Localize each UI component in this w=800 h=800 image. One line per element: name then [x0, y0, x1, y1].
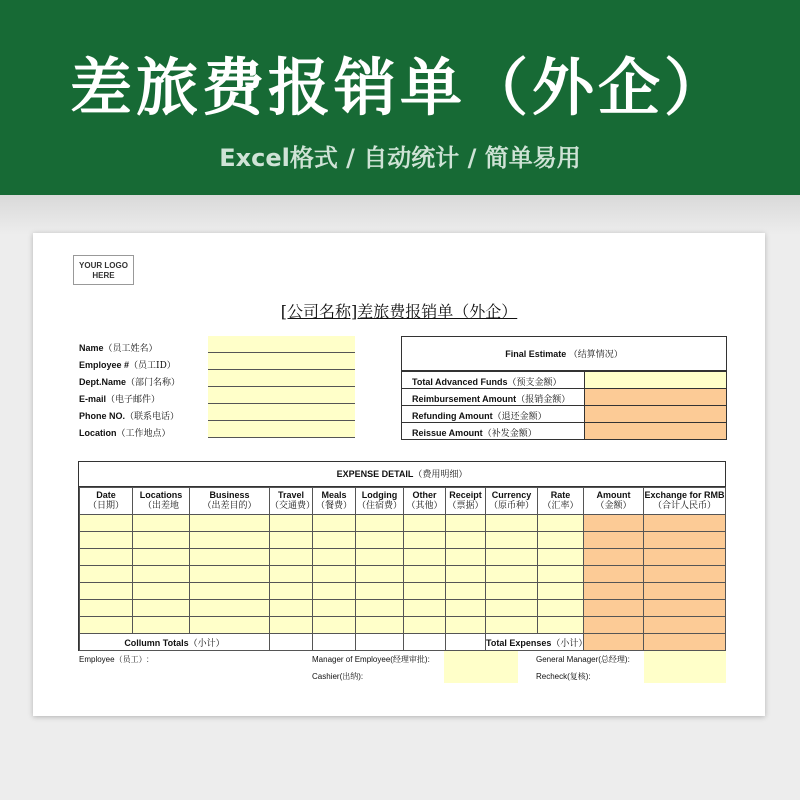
lodging-total-cell	[356, 634, 404, 651]
expense-cell[interactable]	[133, 600, 190, 617]
expense-cell[interactable]	[446, 583, 486, 600]
expense-cell[interactable]	[313, 566, 356, 583]
expense-cell[interactable]	[190, 549, 270, 566]
expense-cell[interactable]	[446, 566, 486, 583]
expense-cell[interactable]	[486, 515, 538, 532]
expense-cell[interactable]	[538, 549, 584, 566]
refunding-amount-row: Refunding Amount（退还金额）	[402, 405, 726, 422]
col-receipt: Receipt （票据）	[446, 488, 486, 515]
col-amount: Amount （金额）	[584, 488, 644, 515]
email-field[interactable]	[208, 387, 355, 404]
reissue-amount-field[interactable]	[584, 423, 726, 439]
expense-cell[interactable]	[404, 617, 446, 634]
logo-line-2: HERE	[92, 271, 115, 280]
expense-cell[interactable]	[190, 600, 270, 617]
dept-name-label: Dept.Name（部门名称）	[79, 377, 181, 388]
expense-cell[interactable]	[133, 549, 190, 566]
total-advanced-funds-row: Total Advanced Funds（预支金额）	[402, 371, 726, 388]
expense-cell[interactable]	[446, 549, 486, 566]
expense-cell[interactable]	[644, 515, 726, 532]
general-manager-signature-field[interactable]	[644, 651, 726, 683]
total-expenses-label: Total Expenses（小计）	[486, 634, 584, 651]
banner-shadow	[0, 195, 800, 235]
expense-cell[interactable]	[313, 617, 356, 634]
reimbursement-amount-field[interactable]	[584, 389, 726, 405]
expense-cell[interactable]	[356, 549, 404, 566]
expense-cell[interactable]	[80, 532, 133, 549]
expense-cell[interactable]	[446, 515, 486, 532]
expense-cell[interactable]	[538, 583, 584, 600]
expense-cell[interactable]	[270, 532, 313, 549]
expense-cell[interactable]	[133, 583, 190, 600]
expense-header-row	[80, 488, 726, 515]
expense-cell[interactable]	[270, 566, 313, 583]
expense-cell[interactable]	[486, 549, 538, 566]
expense-cell[interactable]	[584, 583, 644, 600]
meals-total-cell	[313, 634, 356, 651]
expense-row	[80, 549, 726, 566]
expense-row	[80, 600, 726, 617]
expense-cell[interactable]	[644, 617, 726, 634]
manager-signature-field[interactable]	[444, 651, 518, 683]
dept-name-field[interactable]	[208, 370, 355, 387]
column-totals-label: Collumn Totals（小计）	[80, 634, 270, 651]
manager-signature-label: Manager of Employee(经理审批):	[312, 655, 430, 664]
expense-cell[interactable]	[133, 532, 190, 549]
expense-cell[interactable]	[270, 549, 313, 566]
col-other: Other （其他）	[404, 488, 446, 515]
banner-title: 差旅费报销单（外企）	[69, 51, 730, 124]
expense-cell[interactable]	[644, 600, 726, 617]
refunding-amount-field[interactable]	[584, 406, 726, 422]
document-title: [公司名称]差旅费报销单（外企）	[280, 302, 518, 321]
expense-cell[interactable]	[584, 549, 644, 566]
expense-cell[interactable]	[644, 532, 726, 549]
email-label: E-mail（电子邮件）	[79, 394, 161, 405]
expense-cell[interactable]	[313, 549, 356, 566]
expense-cell[interactable]	[356, 617, 404, 634]
expense-cell[interactable]	[313, 532, 356, 549]
expense-cell[interactable]	[404, 600, 446, 617]
col-business: Business （出差目的）	[190, 488, 270, 515]
expense-cell[interactable]	[584, 617, 644, 634]
expense-cell[interactable]	[133, 515, 190, 532]
expense-cell[interactable]	[404, 515, 446, 532]
expense-cell[interactable]	[404, 549, 446, 566]
expense-cell[interactable]	[356, 532, 404, 549]
expense-cell[interactable]	[644, 549, 726, 566]
name-label: Name（员工姓名）	[79, 343, 158, 354]
expense-cell[interactable]	[486, 532, 538, 549]
reissue-amount-row: Reissue Amount（补发金额）	[402, 422, 726, 439]
expense-cell[interactable]	[80, 600, 133, 617]
employee-id-field[interactable]	[208, 353, 355, 370]
final-estimate-box	[401, 336, 727, 440]
expense-cell[interactable]	[80, 617, 133, 634]
expense-cell[interactable]	[356, 600, 404, 617]
expense-cell[interactable]	[80, 583, 133, 600]
expense-cell[interactable]	[404, 583, 446, 600]
expense-cell[interactable]	[486, 617, 538, 634]
expense-row	[80, 532, 726, 549]
expense-cell[interactable]	[270, 583, 313, 600]
expense-cell[interactable]	[313, 515, 356, 532]
expense-cell[interactable]	[584, 566, 644, 583]
totals-row	[80, 634, 726, 651]
expense-cell[interactable]	[313, 583, 356, 600]
expense-cell[interactable]	[486, 583, 538, 600]
expense-cell[interactable]	[584, 532, 644, 549]
banner-subtitle: Excel格式 / 自动统计 / 简单易用	[219, 144, 581, 172]
expense-cell[interactable]	[538, 532, 584, 549]
expense-cell[interactable]	[80, 566, 133, 583]
expense-row	[80, 566, 726, 583]
col-travel: Travel （交通费）	[270, 488, 313, 515]
col-rate: Rate （汇率）	[538, 488, 584, 515]
expense-cell[interactable]	[446, 600, 486, 617]
expense-cell[interactable]	[190, 515, 270, 532]
expense-cell[interactable]	[538, 566, 584, 583]
col-exchange-rmb: Exchange for RMB （合计人民币）	[644, 488, 726, 515]
other-total-cell	[404, 634, 446, 651]
expense-cell[interactable]	[356, 515, 404, 532]
expense-cell[interactable]	[404, 532, 446, 549]
rmb-total-cell	[644, 634, 726, 651]
col-currency: Currency （原币种）	[486, 488, 538, 515]
location-label: Location（工作地点）	[79, 428, 171, 439]
expense-cell[interactable]	[538, 617, 584, 634]
expense-cell[interactable]	[446, 617, 486, 634]
employee-signature-label: Employee（员工）:	[79, 655, 149, 664]
expense-row	[80, 515, 726, 532]
expense-cell[interactable]	[644, 566, 726, 583]
expense-cell[interactable]	[80, 515, 133, 532]
receipt-total-cell	[446, 634, 486, 651]
travel-total-cell	[270, 634, 313, 651]
expense-row	[80, 583, 726, 600]
expense-cell[interactable]	[190, 532, 270, 549]
expense-cell[interactable]	[538, 600, 584, 617]
expense-cell[interactable]	[270, 617, 313, 634]
expense-cell[interactable]	[133, 617, 190, 634]
logo-placeholder	[73, 255, 134, 285]
expense-cell[interactable]	[80, 549, 133, 566]
location-field[interactable]	[208, 421, 355, 438]
expense-cell[interactable]	[313, 600, 356, 617]
header-banner	[0, 0, 800, 195]
total-advanced-funds-field[interactable]	[584, 372, 726, 388]
name-field[interactable]	[208, 336, 355, 353]
col-locations: Locations （出差地	[133, 488, 190, 515]
col-date: Date （日期）	[80, 488, 133, 515]
phone-field[interactable]	[208, 404, 355, 421]
general-manager-signature-label: General Manager(总经理):	[536, 655, 630, 664]
expense-cell[interactable]	[486, 566, 538, 583]
recheck-signature-label: Recheck(复核):	[536, 672, 591, 681]
expense-detail-title: EXPENSE DETAIL（费用明细）	[79, 462, 725, 487]
expense-cell[interactable]	[356, 566, 404, 583]
logo-line-1: YOUR LOGO	[79, 261, 128, 270]
expense-row	[80, 617, 726, 634]
expense-detail-table	[78, 461, 726, 651]
expense-cell[interactable]	[133, 566, 190, 583]
expense-cell[interactable]	[644, 583, 726, 600]
expense-cell[interactable]	[584, 600, 644, 617]
expense-cell[interactable]	[190, 566, 270, 583]
expense-cell[interactable]	[446, 532, 486, 549]
expense-cell[interactable]	[356, 583, 404, 600]
phone-label: Phone NO.（联系电话）	[79, 411, 180, 422]
expense-cell[interactable]	[404, 566, 446, 583]
expense-cell[interactable]	[584, 515, 644, 532]
expense-cell[interactable]	[190, 617, 270, 634]
expense-cell[interactable]	[486, 600, 538, 617]
expense-rows	[80, 515, 726, 634]
employee-id-label: Employee #（员工ID）	[79, 360, 176, 371]
expense-form-sheet	[33, 233, 765, 716]
expense-cell[interactable]	[538, 515, 584, 532]
col-lodging: Lodging （住宿费）	[356, 488, 404, 515]
expense-cell[interactable]	[270, 600, 313, 617]
expense-cell[interactable]	[190, 583, 270, 600]
amount-total-cell	[584, 634, 644, 651]
col-meals: Meals （餐费）	[313, 488, 356, 515]
final-estimate-title: Final Estimate （结算情况）	[402, 337, 726, 371]
reimbursement-amount-row: Reimbursement Amount（报销金额）	[402, 388, 726, 405]
expense-cell[interactable]	[270, 515, 313, 532]
cashier-signature-label: Cashier(出纳):	[312, 672, 364, 681]
